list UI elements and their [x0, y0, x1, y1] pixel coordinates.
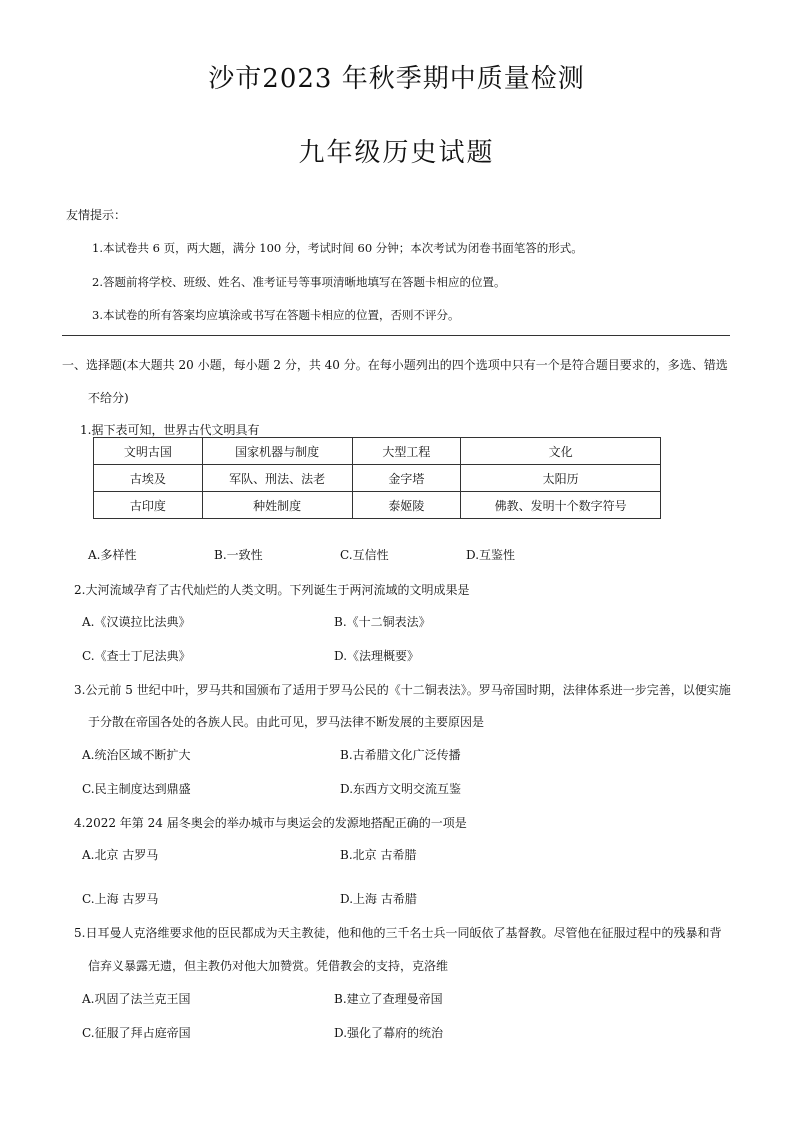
question-4-option-c: C.上海 古罗马 — [82, 892, 159, 906]
exam-title: 沙市2023 年秋季期中质量检测 — [208, 64, 585, 94]
table-header-cell: 文化 — [461, 438, 661, 465]
civilization-table — [93, 437, 661, 519]
question-2-stem: 2.大河流域孕育了古代灿烂的人类文明。下列诞生于两河流域的文明成果是 — [74, 583, 470, 597]
table-cell: 军队、刑法、法老 — [202, 465, 352, 492]
question-5-option-d: D.强化了幕府的统治 — [334, 1026, 444, 1040]
question-1-option-a: A.多样性 — [88, 548, 137, 562]
question-2-option-a: A.《汉谟拉比法典》 — [82, 615, 191, 629]
table-header-row — [94, 438, 661, 465]
table-header-cell: 大型工程 — [352, 438, 461, 465]
table-cell: 种姓制度 — [202, 492, 352, 519]
question-4-option-d: D.上海 古希腊 — [340, 892, 417, 906]
table-cell: 泰姬陵 — [352, 492, 461, 519]
question-4-option-a: A.北京 古罗马 — [82, 848, 159, 862]
question-3-option-a: A.统治区域不断扩大 — [82, 748, 191, 762]
table-header-cell: 文明古国 — [94, 438, 203, 465]
table-row — [94, 465, 661, 492]
question-1-stem: 1.据下表可知，世界古代文明具有 — [80, 423, 260, 437]
question-5-stem-line1: 5.日耳曼人克洛维要求他的臣民都成为天主教徒，他和他的三千名士兵一同皈依了基督教。尽管他在征服过程中的残暴和背 — [74, 926, 722, 940]
question-5-stem-line2: 信弃义暴露无遗，但主教仍对他大加赞赏。凭借教会的支持，克洛维 — [88, 959, 449, 973]
question-4-option-b: B.北京 古希腊 — [340, 848, 417, 862]
question-3-option-c: C.民主制度达到鼎盛 — [82, 782, 191, 796]
table-cell: 古埃及 — [94, 465, 203, 492]
tip-item-3: 3.本试卷的所有答案均应填涂或书写在答题卡相应的位置，否则不评分。 — [92, 308, 460, 322]
question-3-option-b: B.古希腊文化广泛传播 — [340, 748, 461, 762]
section-heading-line1: 一、选择题(本大题共 20 小题，每小题 2 分，共 40 分。在每小题列出的四个选项中只有一个是符合题目要求的，多选、错选 — [62, 358, 728, 372]
question-2-option-d: D.《法理概要》 — [334, 649, 420, 663]
exam-subtitle: 九年级历史试题 — [298, 138, 495, 168]
question-4-stem: 4.2022 年第 24 届冬奥会的举办城市与奥运会的发源地搭配正确的一项是 — [74, 816, 467, 830]
tips-heading: 友情提示： — [66, 208, 127, 222]
question-2-option-c: C.《查士丁尼法典》 — [82, 649, 191, 663]
question-1-option-c: C.互信性 — [340, 548, 389, 562]
question-3-stem-line1: 3.公元前 5 世纪中叶，罗马共和国颁布了适用于罗马公民的《十二铜表法》。罗马帝国时期，法律体系进一步完善，以便实施 — [74, 683, 731, 697]
tip-item-1: 1.本试卷共 6 页，两大题，满分 100 分，考试时间 60 分钟；本次考试为闭卷书面笔答的形式。 — [92, 241, 583, 255]
question-5-option-a: A.巩固了法兰克王国 — [82, 992, 191, 1006]
question-1-option-b: B.一致性 — [214, 548, 263, 562]
question-2-option-b: B.《十二铜表法》 — [334, 615, 431, 629]
section-heading-line2: 不给分) — [88, 391, 129, 405]
question-1-option-d: D.互鉴性 — [466, 548, 516, 562]
question-5-option-c: C.征服了拜占庭帝国 — [82, 1026, 191, 1040]
question-3-stem-line2: 于分散在帝国各处的各族人民。由此可见，罗马法律不断发展的主要原因是 — [88, 715, 485, 729]
table-cell: 佛教、发明十个数字符号 — [461, 492, 661, 519]
question-3-option-d: D.东西方文明交流互鉴 — [340, 782, 462, 796]
table-cell: 古印度 — [94, 492, 203, 519]
table-row — [94, 492, 661, 519]
table-header-cell: 国家机器与制度 — [202, 438, 352, 465]
table-cell: 太阳历 — [461, 465, 661, 492]
table-cell: 金字塔 — [352, 465, 461, 492]
question-5-option-b: B.建立了查理曼帝国 — [334, 992, 443, 1006]
tip-item-2: 2.答题前将学校、班级、姓名、准考证号等事项清晰地填写在答题卡相应的位置。 — [92, 275, 506, 289]
divider-line — [62, 335, 730, 336]
